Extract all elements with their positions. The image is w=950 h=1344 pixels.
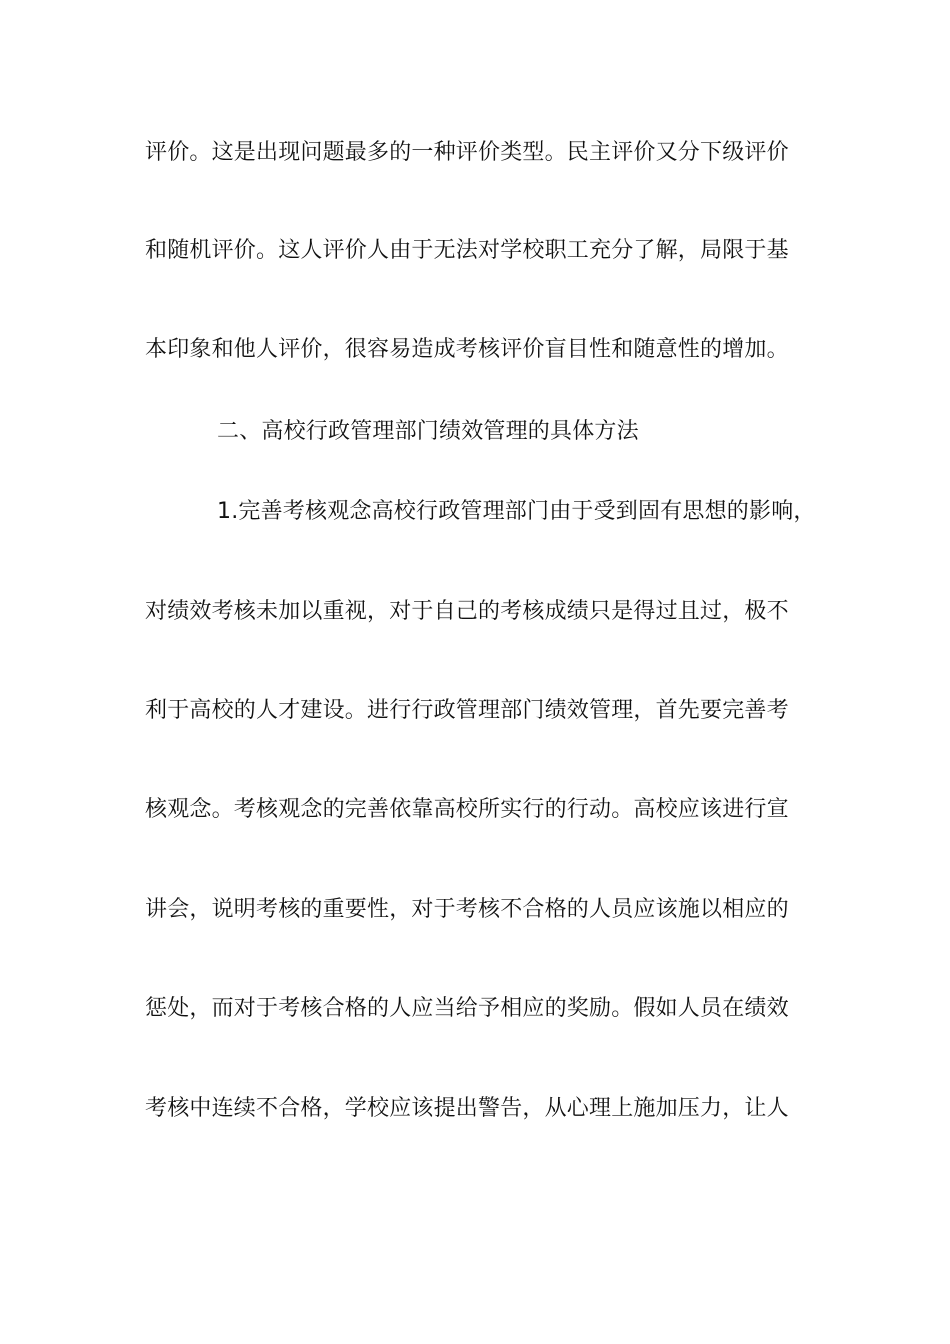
section-heading: 二、高校行政管理部门绩效管理的具体方法	[217, 419, 639, 444]
paragraph-line: 对绩效考核未加以重视，对于自己的考核成绩只是得过且过，极不	[145, 599, 789, 624]
paragraph-line: 1.完善考核观念高校行政管理部门由于受到固有思想的影响，	[217, 499, 816, 524]
paragraph-line: 讲会，说明考核的重要性，对于考核不合格的人员应该施以相应的	[145, 897, 789, 922]
paragraph-line: 考核中连续不合格，学校应该提出警告，从心理上施加压力，让人	[145, 1096, 789, 1121]
paragraph-line: 利于高校的人才建设。进行行政管理部门绩效管理，首先要完善考	[145, 698, 789, 723]
paragraph-line: 核观念。考核观念的完善依靠高校所实行的行动。高校应该进行宣	[145, 797, 789, 822]
paragraph-line: 和随机评价。这人评价人由于无法对学校职工充分了解，局限于基	[145, 238, 789, 263]
paragraph-line: 本印象和他人评价，很容易造成考核评价盲目性和随意性的增加。	[145, 337, 789, 362]
paragraph-line: 评价。这是出现问题最多的一种评价类型。民主评价又分下级评价	[145, 140, 789, 165]
paragraph-line: 惩处，而对于考核合格的人应当给予相应的奖励。假如人员在绩效	[145, 996, 789, 1021]
